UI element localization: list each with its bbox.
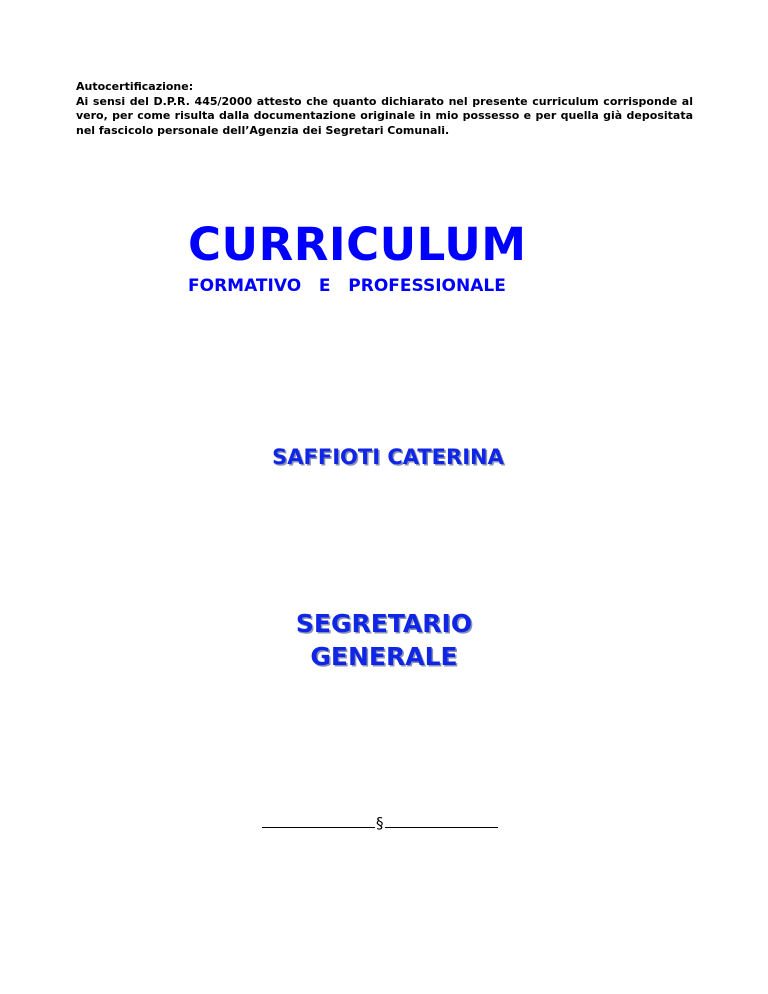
section-separator bbox=[262, 814, 498, 832]
job-title-line-2: GENERALE bbox=[310, 642, 458, 671]
separator-line-left bbox=[262, 815, 375, 828]
autocertification-heading: Autocertificazione: bbox=[76, 80, 194, 93]
autocertification-block bbox=[76, 80, 693, 138]
document-subtitle: FORMATIVO E PROFESSIONALE bbox=[188, 276, 506, 296]
autocertification-text: Ai sensi del D.P.R. 445/2000 attesto che quanto dichiarato nel presente curriculum corrisponde al vero, per come risulta dalla documentazione originale in mio possesso e per quella già depositata nel fascicolo personale dell’Agenzia dei Segretari Comunali. bbox=[76, 94, 693, 137]
section-symbol: § bbox=[376, 814, 384, 832]
person-name: SAFFIOTI CATERINA bbox=[272, 445, 504, 469]
separator-line-right bbox=[385, 815, 498, 828]
document-title: CURRICULUM bbox=[188, 218, 527, 271]
job-title-line-1: SEGRETARIO bbox=[295, 609, 473, 638]
